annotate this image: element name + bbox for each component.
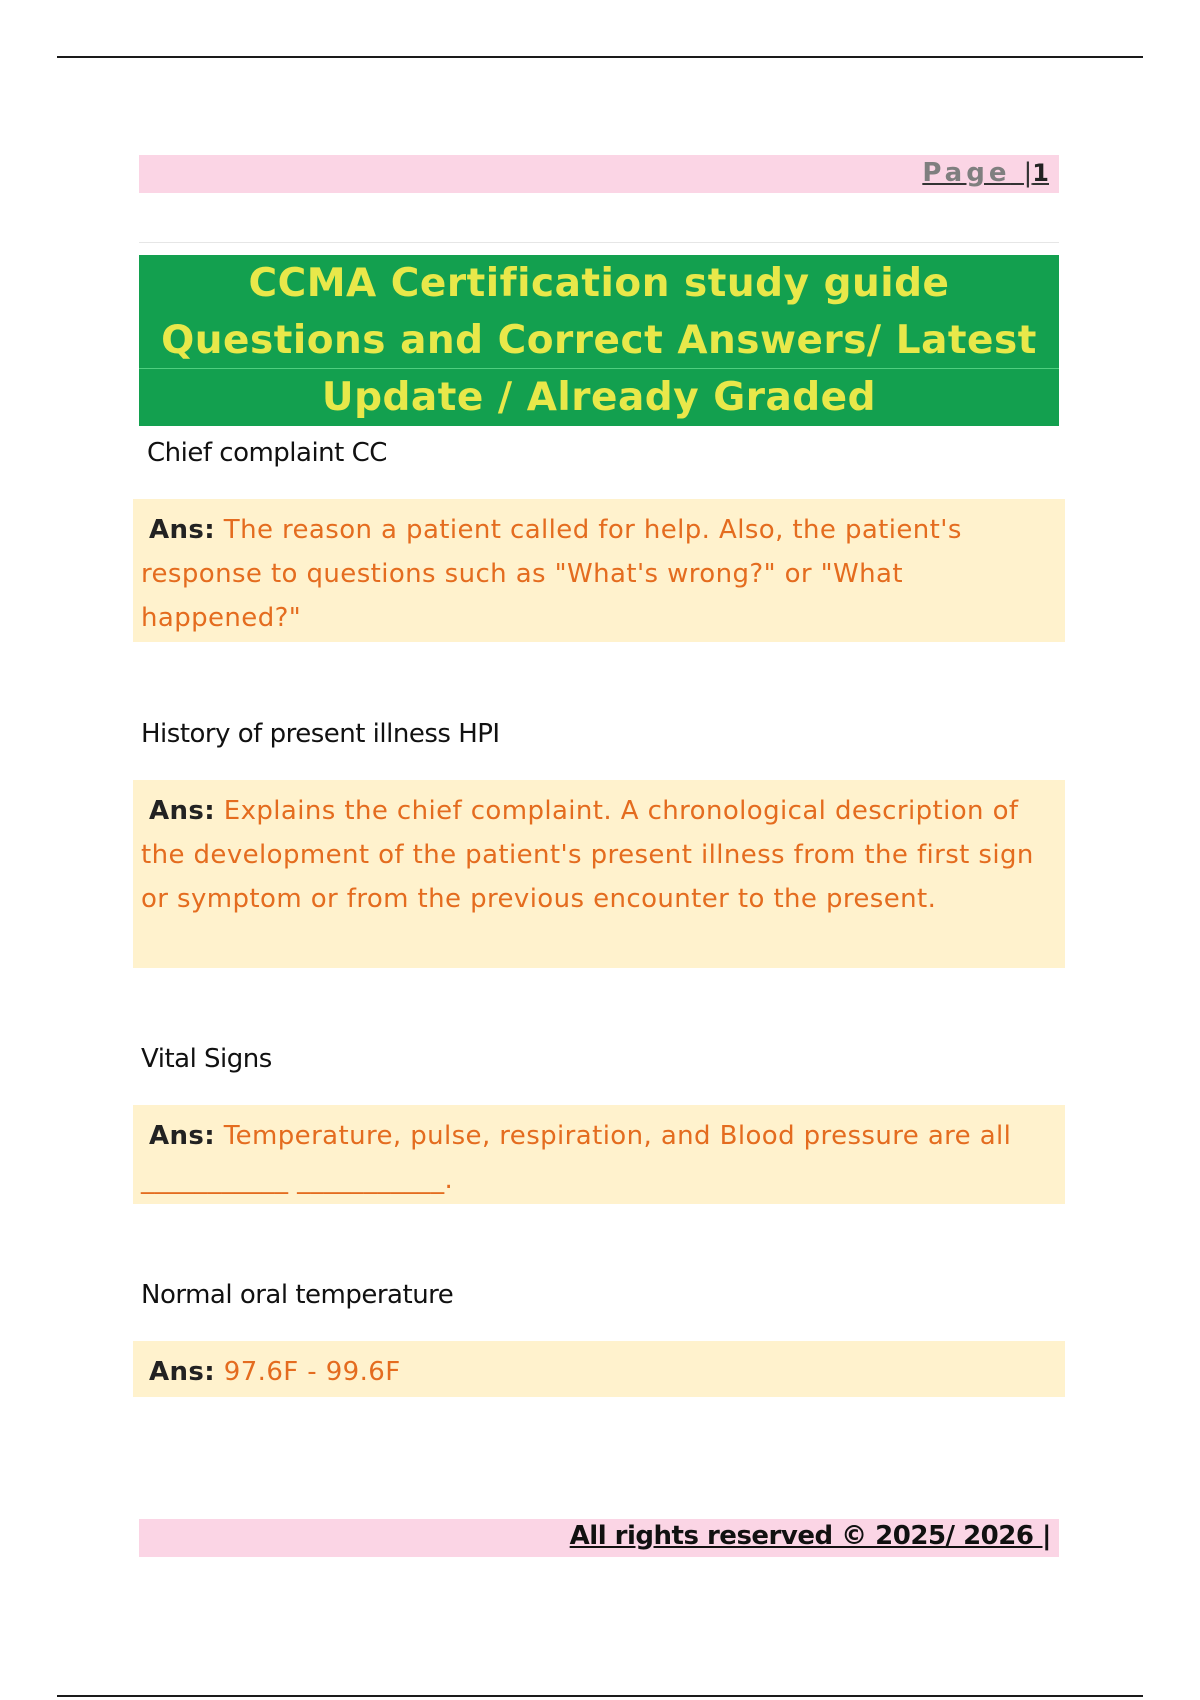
bottom-rule	[57, 1695, 1143, 1697]
answer-4	[141, 1350, 1057, 1394]
page-number-label	[922, 158, 1049, 188]
answer-2	[141, 789, 1057, 921]
answer-text-3: Temperature, pulse, respiration, and Blood pressure are all ___________ ___________.	[141, 1121, 1012, 1195]
ans-label-4: Ans:	[149, 1357, 216, 1387]
page-separator: |	[1023, 158, 1033, 188]
header-divider	[139, 242, 1059, 243]
answer-box-4	[133, 1341, 1065, 1397]
top-rule	[57, 56, 1143, 58]
question-4: Normal oral temperature	[141, 1280, 454, 1310]
answer-box-1	[133, 499, 1065, 642]
title-banner	[139, 255, 1059, 426]
answer-text-1: The reason a patient called for help. Also, the patient's response to questions such as "What's wrong?" or "What happened?"	[141, 515, 962, 633]
answer-text-2: Explains the chief complaint. A chronological description of the development of the patient's present illness from the first sign or symptom or from the previous encounter to the present.	[141, 796, 1034, 914]
answer-text-4: 97.6F - 99.6F	[223, 1357, 401, 1387]
page-header-band	[139, 155, 1059, 193]
copyright-notice: All rights reserved © 2025/ 2026 |	[569, 1521, 1051, 1551]
ans-label-2: Ans:	[149, 796, 216, 826]
answer-3	[141, 1114, 1057, 1202]
ans-label-1: Ans:	[149, 515, 216, 545]
question-1: Chief complaint CC	[147, 438, 387, 468]
answer-1	[141, 508, 1057, 640]
ans-label-3: Ans:	[149, 1121, 216, 1151]
page-footer-band	[139, 1519, 1059, 1557]
question-3: Vital Signs	[141, 1044, 272, 1074]
answer-box-2	[133, 780, 1065, 968]
document-title: CCMA Certification study guide Questions and Correct Answers/ Latest Update / Already Graded	[161, 261, 1037, 420]
answer-box-3	[133, 1105, 1065, 1204]
question-2: History of present illness HPI	[141, 719, 500, 749]
page-number: 1	[1032, 159, 1049, 187]
page-word: Page	[922, 158, 1011, 188]
